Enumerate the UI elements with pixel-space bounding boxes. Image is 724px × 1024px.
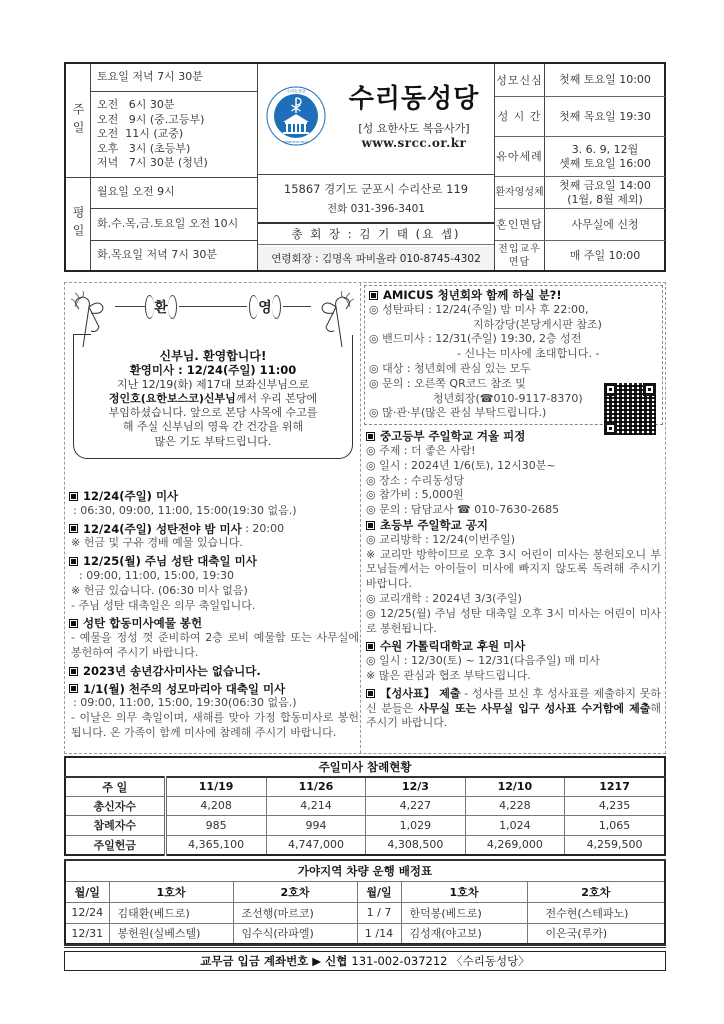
notice-heading: 초등부 주일학교 공지: [366, 518, 661, 533]
welcome-badge-left: 환: [145, 293, 177, 321]
notice-heading: 성탄 합동미사예물 봉헌: [69, 616, 359, 631]
svg-text:www.srcc.or.kr: www.srcc.or.kr: [283, 140, 309, 144]
svg-text:수리동성당: 수리동성당: [286, 88, 306, 94]
square-bullet-icon: [369, 291, 378, 300]
right-notices: AMICUS 청년회와 함께 하실 분?! ◎ 성탄파티 : 12/24(주일) 밤 미사 후 22:00, 지하강당(본당게시판 참조) ◎ 밴드미사 : 12/31(주일) 19:30, 2층 성전 - 신나는 미사에 초대합니다. - ◎ 대상 : 청년회에 관심 있는 모두 ◎ 문의 : 오른쪽 QR코드 참조 및 청년회장(☎010-9117-8370) ◎ 많·관·부(많은 관심 부탁드립니다.) 중고등부 주일학교 겨울 피정 ◎ 주제 : 더 좋은 사람! ◎ 일시 : 2024년 1/6(토), 12시30분~ ◎ 장소 : 수리동성당 ◎ 참가비 : 5,000원 ◎ 문의 : 담담교사 ☎ 010-7630-2685 초등부 주일학교 공지 ◎ 교리방학 : 12/24(이번주일) ※ 교리만 방학이므로 오후 3시 어린이 미사는 봉헌되오니 부모님들께서는 아이들이 미사에 빠지지 않도록 독려해 주시기 바랍니다. ◎ 교리개학 : 2024년 3/3(주일) ◎ 12/25(월) 주님 성탄 대축일 오후 3시 미사는 어린이 미사로 봉헌됩니다. 수원 가톨릭대학교 후원 미사 ◎ 일시 : 12/30(토) ~ 12/31(다음주일) 매 미사 ※ 많은 관심과 협조 부탁드립니다. 【성사표】 제출 - 성사를 보신 후 성사표를 제출하지 못하신 분들은 사무실 또는 사무실 입구 성사표 수거함에 제출해 주시기 바랍니다.: [366, 287, 661, 731]
sunday-label: 주일: [66, 64, 91, 177]
square-bullet-icon: [69, 667, 78, 676]
table-header-row: 주 일 11/19 11/26 12/3 12/10 1217: [65, 777, 665, 797]
vehicle-title: 가야지역 차량 운행 배정표: [65, 860, 665, 881]
welcome-badge-right: 영: [249, 293, 281, 321]
welcome-message: 신부님. 환영합니다! 환영미사 : 12/24(주일) 11:00 지난 12/19(화) 제17대 보좌신부님으로 정인호(요한보스코)신부님께서 우리 본당에 부임하셨습니다. 앞으로 본당 사목에 수고를 해 주실 신부님의 영육 간 건강을 위해 많은 기도 부탁드립니다.: [108, 349, 318, 448]
notice-heading: 12/25(월) 주님 성탄 대축일 미사: [69, 554, 359, 569]
weekday-mass-evening: 화.목요일 저녁 7시 30분: [91, 241, 258, 270]
youth-president: 연령회장 : 김명옥 파비올라 010-8745-4302: [258, 247, 494, 270]
church-address: 15867 경기도 군포시 수리산로 119: [283, 182, 469, 196]
table-header-row: 월/일 1호차 2호차 월/일 1호차 2호차: [65, 881, 665, 902]
table-row: 참례자수 985 994 1,029 1,024 1,065: [65, 816, 665, 836]
schedule-row: 성 시 간 첫째 목요일 19:30: [495, 97, 665, 137]
sungsa-notice: 【성사표】 제출 - 성사를 보신 후 성사표를 제출하지 못하신 분들은 사무실 또는 사무실 입구 성사표 수거함에 제출해 주시기 바랍니다.: [366, 686, 661, 730]
saturday-evening-mass: 토요일 저녁 7시 30분: [91, 64, 258, 92]
church-name: 수리동성당: [348, 84, 480, 114]
attendance-table: [64, 756, 666, 856]
table-row: 12/24 김태환(베드로) 조선행(마르코) 1 / 7 한덕봉(베드로) 전수현(스테파노): [65, 902, 665, 923]
schedule-row: 성모신심 첫째 토요일 10:00: [495, 64, 665, 97]
schedule-row: 전입교우 면담 매 주일 10:00: [495, 241, 665, 270]
left-notices: 12/24(주일) 미사 : 06:30, 09:00, 11:00, 15:00(19:30 없음.) 12/24(주일) 성탄전야 밤 미사 : 20:00 ※ 헌금 및 구유 경배 예물 있습니다. 12/25(월) 주님 성탄 대축일 미사 : 09:00, 11:00, 15:00, 19:30 ※ 헌금 있습니다. (06:30 미사 없음) - 주님 성탄 대축일은 의무 축일입니다. 성탄 합동미사예물 봉헌 - 예물을 정성 껏 준비하여 2층 로비 예물함 또는 사무실에 봉헌하여 주시기 바랍니다. 2023년 송년감사미사는 없습니다. 1/1(월) 천주의 성모마리아 대축일 미사 : 09:00, 11:00, 15:00, 19:30(06:30 없음.) - 이날은 의무 축일이며, 새해를 맞아 가정 합동미사로 봉헌됩니다. 온 가족이 함께 미사에 참례해 주시기 바랍니다.: [71, 489, 359, 739]
notice-heading: 수원 가톨릭대학교 후원 미사: [366, 639, 661, 654]
website-link[interactable]: www.srcc.or.kr: [361, 136, 467, 150]
square-bullet-icon: [366, 432, 375, 441]
square-bullet-icon: [69, 557, 78, 566]
weekday-label: 평일: [66, 177, 91, 270]
notice-heading: 12/24(주일) 미사: [69, 489, 359, 504]
notice-board: [64, 282, 666, 754]
president-name: 총 회 장 : 김 기 태 (요 셉): [258, 222, 494, 245]
schedule-row: 환자영성체 첫째 금요일 14:00 (1월, 8월 제외): [495, 177, 665, 209]
square-bullet-icon: [69, 684, 78, 693]
amicus-section: AMICUS 청년회와 함께 하실 분?! ◎ 성탄파티 : 12/24(주일) 밤 미사 후 22:00, 지하강당(본당게시판 참조) ◎ 밴드미사 : 12/31(주일) 19:30, 2층 성전 - 신나는 미사에 초대합니다. - ◎ 대상 : 청년회에 관심 있는 모두 ◎ 문의 : 오른쪽 QR코드 참조 및 청년회장(☎010-9117-8370) ◎ 많·관·부(많은 관심 부탁드립니다.): [364, 285, 663, 425]
square-bullet-icon: [69, 492, 78, 501]
square-bullet-icon: [366, 689, 375, 698]
sacrament-schedule: [494, 64, 664, 270]
notice-heading: 1/1(월) 천주의 성모마리아 대축일 미사: [69, 682, 359, 697]
left-column: [65, 283, 360, 753]
right-column: [362, 283, 665, 753]
square-bullet-icon: [366, 642, 375, 651]
weekday-mass-monday: 월요일 오전 9시: [91, 177, 258, 209]
schedule-row: 유아세례 3. 6. 9, 12월 셋째 토요일 16:00: [495, 137, 665, 177]
sunday-mass-list: 오전 6시 30분 오전 9시 (중.고등부) 오전 11시 (교중) 오후 3시 (초등부) 저녁 7시 30분 (청년): [91, 92, 258, 177]
account-info: 교무금 입금 계좌번호 ▶ 신협 131-002-037212 〈수리동성당〉: [64, 951, 666, 971]
square-bullet-icon: [366, 521, 375, 530]
church-info: [258, 64, 494, 270]
table-row: 주일헌금 4,365,100 4,747,000 4,308,500 4,269,000 4,259,500: [65, 835, 665, 855]
square-bullet-icon: [69, 619, 78, 628]
church-phone: 전화 031-396-3401: [326, 203, 425, 215]
qr-code-icon[interactable]: [604, 383, 656, 435]
schedule-row: 혼인면담 사무실에 신청: [495, 209, 665, 241]
notice-heading: AMICUS 청년회와 함께 하실 분?!: [369, 288, 658, 303]
table-row: 12/31 봉헌원(실베스텔) 임수식(라파엘) 1 /14 김성재(야고보) 이은국(루카): [65, 923, 665, 944]
church-logo-icon: [266, 86, 326, 146]
bulletin-header: [64, 62, 666, 272]
weekday-mass-tue-sat: 화.수.목,금.토요일 오전 10시: [91, 209, 258, 241]
patron-saint: [성 요한사도 복음사가]: [358, 122, 470, 135]
square-bullet-icon: [69, 524, 78, 533]
vehicle-schedule-table: [64, 859, 666, 945]
attendance-title: 주일미사 참례현황: [65, 757, 665, 777]
notice-heading: 중고등부 주일학교 겨울 피정: [366, 429, 661, 444]
notice-heading: 2023년 송년감사미사는 없습니다.: [69, 664, 359, 679]
divider: [64, 944, 666, 948]
table-row: 총신자수 4,208 4,214 4,227 4,228 4,235: [65, 796, 665, 816]
notice-heading: 12/24(주일) 성탄전야 밤 미사 : 20:00: [69, 522, 359, 537]
